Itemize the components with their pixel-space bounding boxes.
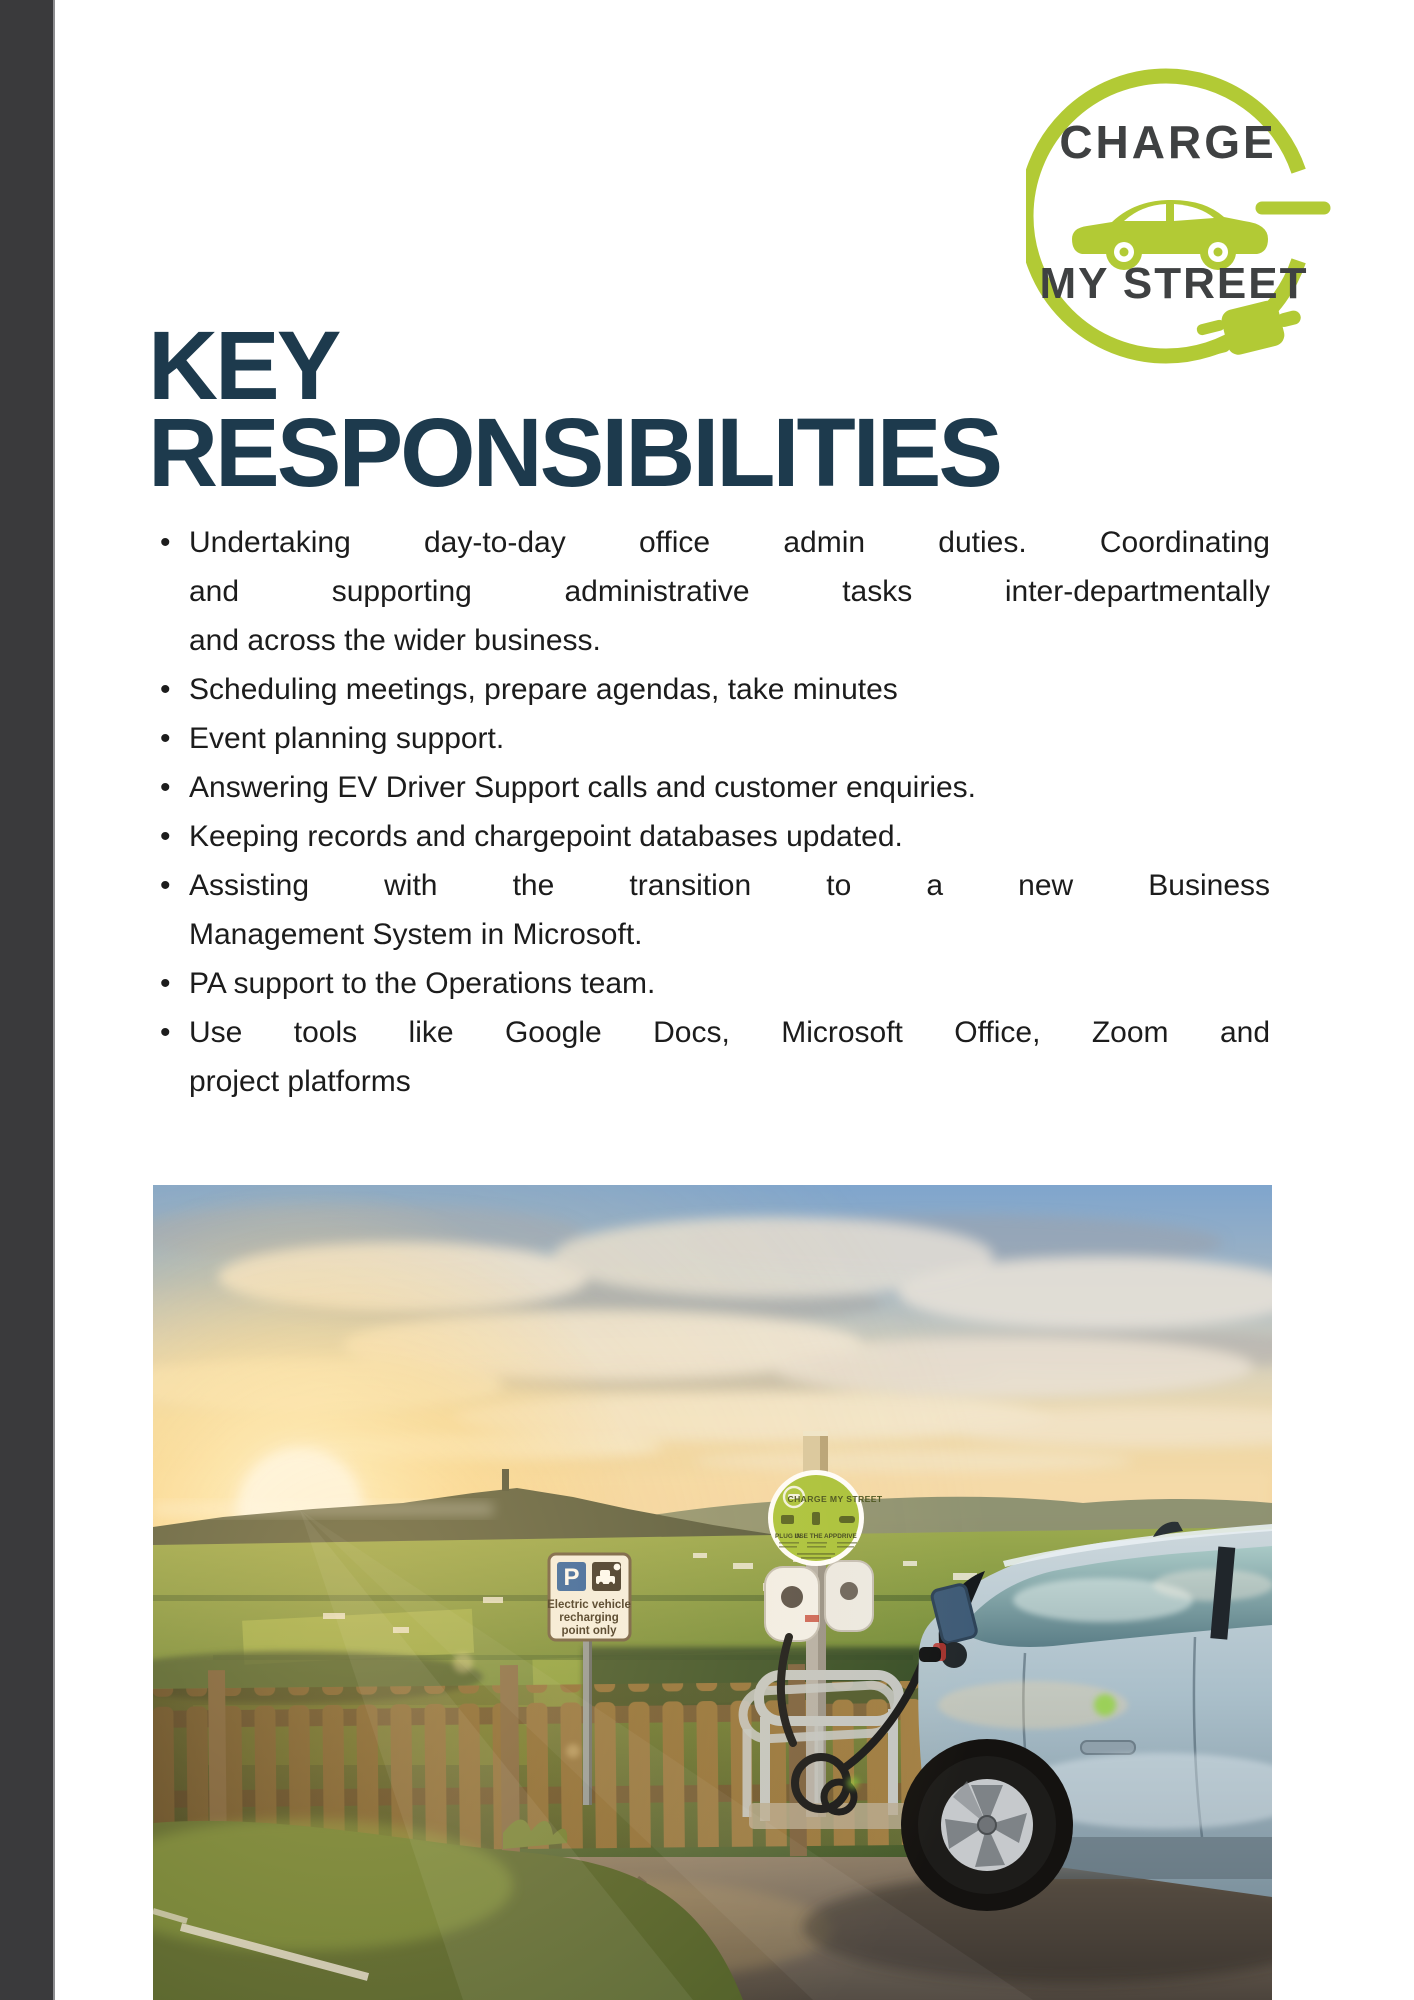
list-item [156, 714, 1270, 763]
bullet-dot: • [160, 967, 171, 1000]
bullet-dot: • [160, 771, 171, 804]
bullet-line: and across the wider business. [189, 624, 601, 657]
list-item [156, 959, 1270, 1008]
charge-my-street-logo [1026, 56, 1336, 380]
bullet-line: Keeping records and chargepoint databases updated. [189, 820, 903, 853]
bullet-line: Management System in Microsoft. [189, 918, 643, 951]
chargepoint-photo [153, 1185, 1272, 2000]
logo-word-charge: CHARGE [1059, 116, 1277, 168]
bullet-line: Event planning support. [189, 722, 505, 755]
page-title-line1: KEY [148, 311, 339, 420]
list-item [156, 812, 1270, 861]
bullet-dot: • [160, 1016, 171, 1049]
bullet-line: Answering EV Driver Support calls and customer enquiries. [189, 771, 977, 804]
responsibilities-list [156, 518, 1270, 1106]
page-title [148, 311, 1048, 507]
bullet-dot: • [160, 722, 171, 755]
bullet-line: Assisting with the transition to a new Business [189, 869, 1270, 902]
list-item [156, 861, 1270, 959]
bullet-line: Scheduling meetings, prepare agendas, take minutes [189, 673, 898, 706]
list-item [156, 763, 1270, 812]
bullet-dot: • [160, 673, 171, 706]
bullet-line: Undertaking day-to-day office admin duties. Coordinating [189, 526, 1270, 559]
list-item [156, 665, 1270, 714]
bullet-dot: • [160, 869, 171, 902]
list-item [156, 1008, 1270, 1106]
logo-word-my-street: MY STREET [1039, 259, 1309, 308]
bullet-dot: • [160, 820, 171, 853]
list-item [156, 518, 1270, 665]
bullet-line: PA support to the Operations team. [189, 967, 656, 1000]
bullet-line: and supporting administrative tasks inter-departmentally [189, 575, 1270, 608]
bullet-line: Use tools like Google Docs, Microsoft Office, Zoom and [189, 1016, 1270, 1049]
left-accent-bar [0, 0, 55, 2000]
warm-overlay [153, 1185, 1272, 2000]
bullet-line: project platforms [189, 1065, 411, 1098]
bullet-dot: • [160, 526, 171, 559]
page-title-line2: RESPONSIBILITIES [148, 398, 1001, 507]
